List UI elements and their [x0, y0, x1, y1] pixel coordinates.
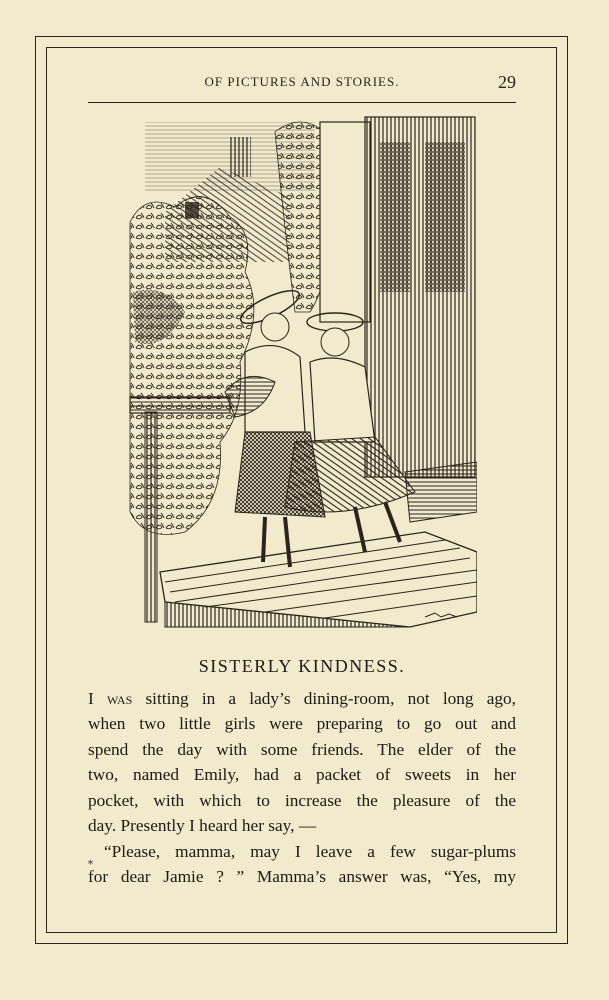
paragraph-2	[88, 839, 516, 890]
drop-initial: I	[88, 689, 94, 708]
chapter-heading: SISTERLY KINDNESS.	[198, 656, 406, 676]
engraving-illustration	[125, 112, 477, 632]
text-line: pocket, with which to increase the pleasure of the	[88, 790, 516, 810]
running-head-title: OF PICTURES AND STORIES.	[204, 74, 400, 89]
page-number: 29	[498, 72, 516, 92]
line-text: sitting in a lady’s dining-room, not long ago,	[132, 689, 516, 708]
text-line: two, named Emily, had a packet of sweets in her	[88, 765, 516, 785]
text-line: day. Presently I heard her say, —	[88, 815, 317, 835]
engraving-two-girls-on-porch-icon	[125, 112, 477, 632]
small-caps-word: was	[106, 689, 133, 708]
text-line	[88, 686, 516, 711]
text-line: for dear Jamie ? ” Mamma’s answer was, “Yes, my	[88, 867, 516, 887]
header-rule	[88, 102, 516, 103]
printer-mark-icon: ⁎	[88, 856, 93, 867]
running-head	[88, 72, 516, 96]
text-line: “Please, mamma, may I leave a few sugar-plums	[104, 842, 516, 861]
text-line: when two little girls were preparing to go out and	[88, 714, 516, 734]
text-line: spend the day with some friends. The elder of the	[88, 739, 516, 759]
paragraph-1	[88, 686, 516, 838]
